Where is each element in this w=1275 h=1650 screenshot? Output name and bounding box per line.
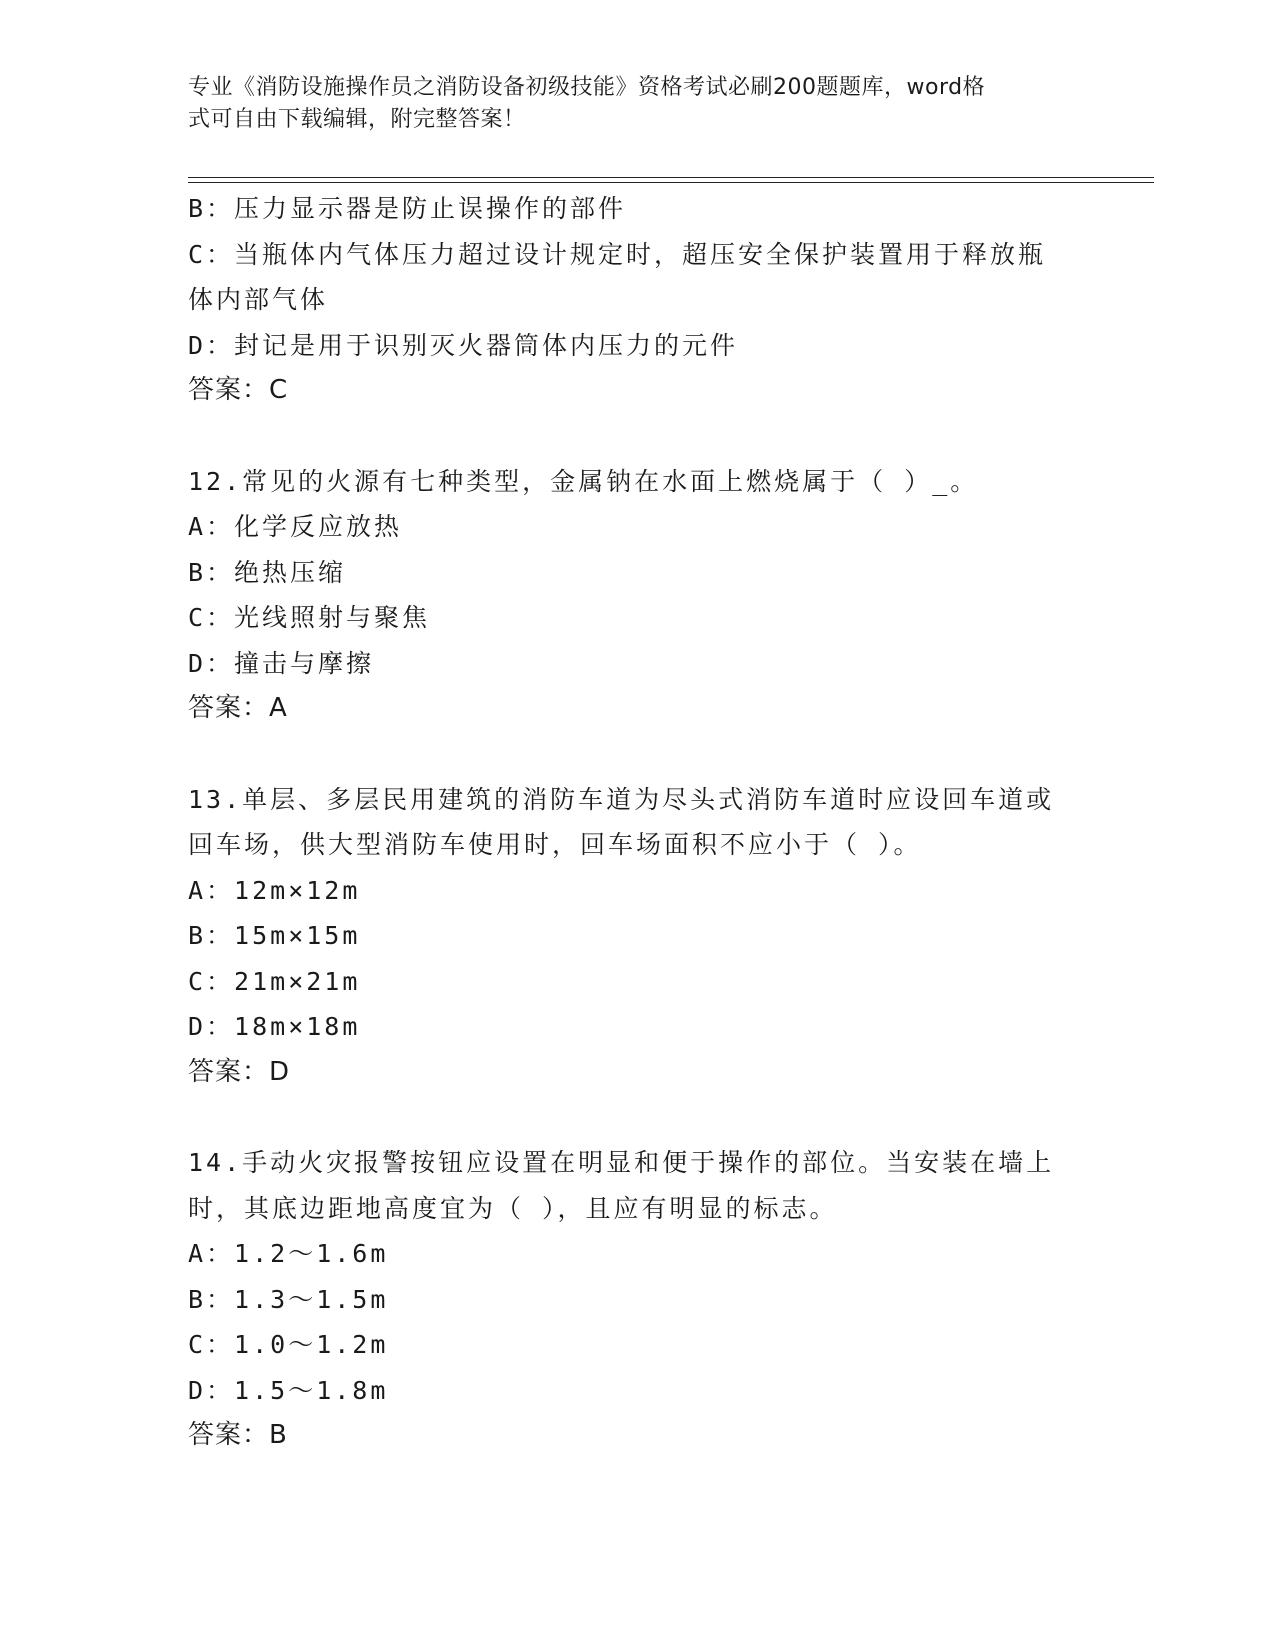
question-content bbox=[188, 186, 1088, 1459]
spacer bbox=[188, 1095, 1088, 1140]
answer: 答案：B bbox=[188, 1420, 288, 1450]
question-14-block bbox=[188, 1140, 1088, 1459]
prev-question-block bbox=[188, 186, 1088, 414]
header-rule-bottom bbox=[188, 182, 1154, 183]
question-14-stem-line-1: 14.手动火灾报警按钮应设置在明显和便于操作的部位。当安装在墙上 bbox=[188, 1148, 1055, 1177]
spacer bbox=[188, 732, 1088, 777]
answer: 答案：A bbox=[188, 693, 288, 723]
option-b: B：15m×15m bbox=[188, 921, 361, 950]
option-d: D：18m×18m bbox=[188, 1012, 361, 1041]
option-d: D：撞击与摩擦 bbox=[188, 648, 375, 678]
question-12-block bbox=[188, 459, 1088, 732]
header-line-2: 式可自由下载编辑，附完整答案！ bbox=[188, 107, 526, 132]
option-a: A：化学反应放热 bbox=[188, 512, 403, 541]
answer: 答案：D bbox=[188, 1056, 291, 1087]
option-c: C：1.0～1.2m bbox=[188, 1330, 389, 1359]
option-b: B：1.3～1.5m bbox=[188, 1284, 389, 1314]
question-14-stem-line-2: 时，其底边距地高度宜为（ ），且应有明显的标志。 bbox=[188, 1193, 838, 1223]
question-13-block bbox=[188, 777, 1088, 1096]
option-c-continued: 体内部气体 bbox=[188, 285, 329, 314]
option-a: A：1.2～1.6m bbox=[188, 1239, 389, 1268]
option-c: C：光线照射与聚焦 bbox=[188, 603, 431, 632]
option-b: B：绝热压缩 bbox=[188, 557, 347, 587]
option-a: A：12m×12m bbox=[188, 875, 361, 905]
question-13-stem-line-2: 回车场，供大型消防车使用时，回车场面积不应小于（ ）。 bbox=[188, 830, 922, 859]
spacer bbox=[188, 414, 1088, 459]
question-12-stem: 12.常见的火源有七种类型，金属钠在水面上燃烧属于（ ）_。 bbox=[188, 466, 979, 496]
answer: 答案：C bbox=[188, 375, 289, 405]
header-rule-top bbox=[188, 177, 1154, 178]
option-c: C：21m×21m bbox=[188, 966, 361, 996]
document-header bbox=[188, 72, 1068, 136]
option-d: D：1.5～1.8m bbox=[188, 1375, 389, 1405]
option-d: D：封记是用于识别灭火器筒体内压力的元件 bbox=[188, 330, 739, 360]
question-13-stem-line-1: 13.单层、多层民用建筑的消防车道为尽头式消防车道时应设回车道或 bbox=[188, 784, 1055, 814]
option-c: C：当瓶体内气体压力超过设计规定时，超压安全保护装置用于释放瓶 bbox=[188, 239, 1047, 269]
option-b: B：压力显示器是防止误操作的部件 bbox=[188, 194, 627, 223]
header-line-1: 专业《消防设施操作员之消防设备初级技能》资格考试必刷200题题库，word格 bbox=[188, 75, 986, 100]
